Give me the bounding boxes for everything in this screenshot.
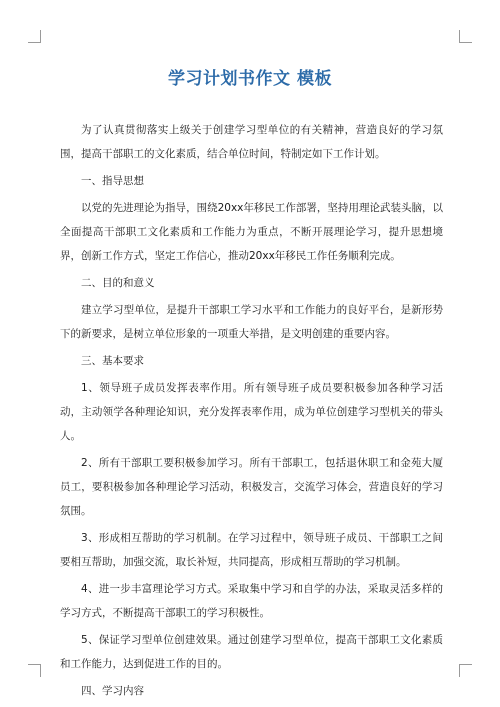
paragraph-guiding-ideology: 以党的先进理论为指导，围绕20xx年移民工作部署，坚持用理论武装头脑，以全面提高干部职工文化素质和工作能力为重点，不断开展理论学习，提升思想境界，创新工作方式，坚定工作信心，推动20xx年移民工作任务顺利完成。 (60, 202, 443, 262)
crop-mark-top-right (459, 30, 472, 43)
paragraph-requirement-5: 5、保证学习型单位创建效果。通过创建学习型单位，提高干部职工文化素质和工作能力，达到促进工作的目的。 (60, 634, 443, 670)
crop-mark-top-left (28, 30, 41, 43)
section-heading-guiding-ideology: 一、指导思想 (81, 175, 144, 187)
crop-mark-bottom-left (28, 664, 41, 677)
paragraph-requirement-3: 3、形成相互帮助的学习机制。在学习过程中，领导班子成员、干部职工之间要相互帮助，加强交流，取长补短，共同提高，形成相互帮助的学习机制。 (60, 532, 443, 568)
section-heading-requirements: 三、基本要求 (81, 355, 144, 367)
section-heading-content: 四、学习内容 (81, 685, 144, 697)
paragraph-intro: 为了认真贯彻落实上级关于创建学习型单位的有关精神，营造良好的学习氛围，提高干部职工的文化素质，结合单位时间，特制定如下工作计划。 (60, 124, 443, 160)
crop-mark-bottom-right (459, 664, 472, 677)
paragraph-requirement-2: 2、所有干部职工要积极参加学习。所有干部职工，包括退休职工和金苑大厦员工，要积极参加各种理论学习活动，积极发言，交流学习体会，营造良好的学习氛围。 (60, 457, 443, 517)
paragraph-requirement-1: 1、领导班子成员发挥表率作用。所有领导班子成员要积极参加各种学习活动，主动领学各种理论知识，充分发挥表率作用，成为单位创建学习型机关的带头人。 (60, 382, 443, 442)
paragraph-purpose: 建立学习型单位，是提升干部职工学习水平和工作能力的良好平台，是新形势下的新要求，是树立单位形象的一项重大举措，是文明创建的重要内容。 (60, 304, 443, 340)
document-body (60, 118, 443, 706)
document-title: 学习计划书作文 模板 (168, 69, 332, 89)
paragraph-requirement-4: 4、进一步丰富理论学习方式。采取集中学习和自学的办法，采取灵活多样的学习方式，不断提高干部职工的学习积极性。 (60, 583, 443, 619)
section-heading-purpose: 二、目的和意义 (81, 277, 155, 289)
